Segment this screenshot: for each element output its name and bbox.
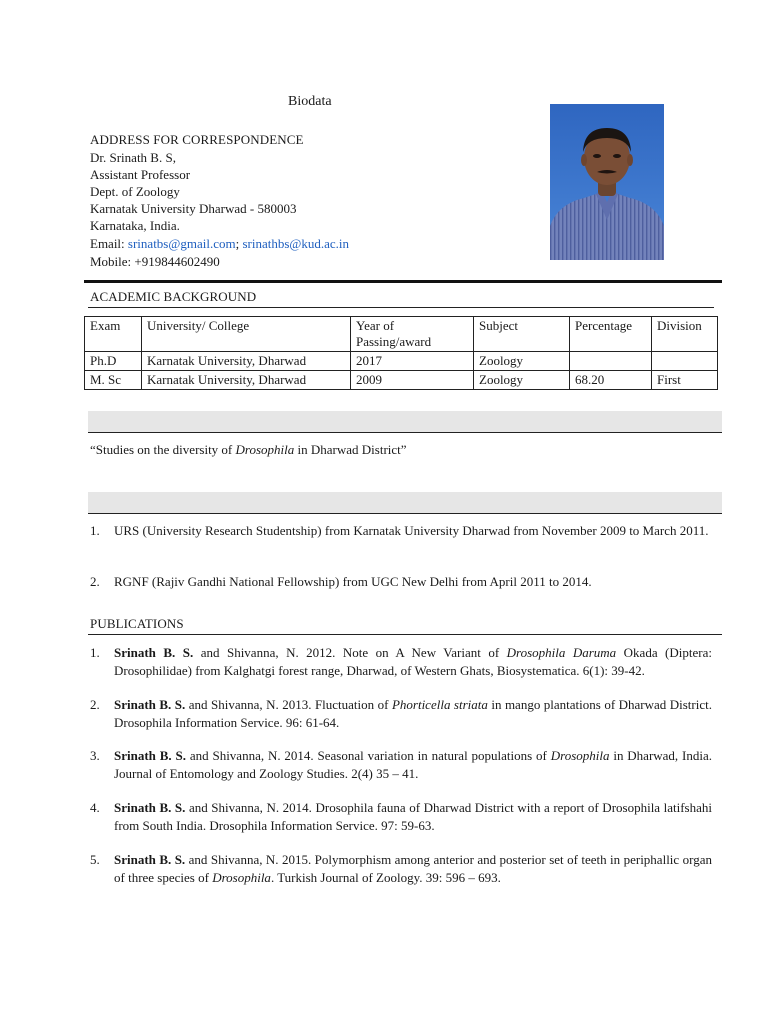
email-link-gmail[interactable]: srinatbs@gmail.com (127, 236, 236, 251)
publication-text (114, 644, 712, 680)
table-cell: 68.20 (570, 371, 652, 390)
column-header: University/ College (142, 317, 351, 352)
academic-table (84, 316, 718, 390)
academic-heading-rule (88, 307, 714, 308)
table-cell: Ph.D (85, 352, 142, 371)
publication-text (114, 799, 712, 835)
thesis-genus: Drosophila (235, 442, 295, 457)
table-cell: Karnatak University, Dharwad (142, 352, 351, 371)
publication-italic: Drosophila (550, 748, 610, 763)
list-item (90, 573, 712, 591)
publication-post: . Turkish Journal of Zoology. 39: 596 – 693. (270, 870, 501, 885)
address-dept: Dept. of Zoology (90, 184, 180, 199)
column-header: Subject (474, 317, 570, 352)
publication-author: Srinath B. S. (114, 697, 186, 712)
table-cell: 2017 (351, 352, 474, 371)
publication-pre: and Shivanna, N. 2013. Fluctuation of (185, 697, 392, 712)
table-cell: First (652, 371, 718, 390)
section-bar-thesis (88, 411, 722, 432)
portrait-image (550, 104, 664, 260)
column-header: Division (652, 317, 718, 352)
thesis-close: in Dharwad District” (294, 442, 407, 457)
list-number: 3. (90, 748, 100, 763)
address-position: Assistant Professor (90, 167, 191, 182)
publication-author: Srinath B. S. (114, 800, 186, 815)
publication-author: Srinath B. S. (114, 748, 186, 763)
address-mobile: Mobile: +919844602490 (90, 254, 220, 269)
fellowship-rule (88, 513, 722, 514)
list-item (90, 522, 712, 540)
fellowship-text: RGNF (Rajiv Gandhi National Fellowship) from UGC New Delhi from April 2011 to 2014. (114, 574, 592, 589)
publication-pre: and Shivanna, N. 2014. Seasonal variation in natural populations of (186, 748, 551, 763)
publication-pre: and Shivanna, N. 2012. Note on A New Variant of (193, 645, 507, 660)
thesis-title (90, 442, 407, 458)
publication-item (90, 799, 712, 835)
table-cell (570, 352, 652, 371)
publication-italic: Drosophila (212, 870, 271, 885)
publication-post: in Dharwad, India. Journal of Entomology and Zoology Studies. 2(4) 35 – 41. (114, 748, 712, 781)
publication-text (114, 696, 712, 732)
profile-photo (550, 104, 664, 260)
header-divider (84, 280, 722, 283)
address-university: Karnatak University Dharwad - 580003 (90, 201, 297, 216)
table-cell: Karnatak University, Dharwad (142, 371, 351, 390)
table-cell: Zoology (474, 352, 570, 371)
table-cell: 2009 (351, 371, 474, 390)
table-row (85, 371, 718, 390)
table-cell: Zoology (474, 371, 570, 390)
publication-pre: and Shivanna, N. 2015. Polymorphism among anterior and posterior set of teeth in periphallic organ of three species of (114, 852, 712, 885)
publication-italic: Phorticella striata (391, 697, 488, 712)
column-header: Percentage (570, 317, 652, 352)
publication-post: Okada (Diptera: Drosophilidae) from Kalghatgi forest range, Dharwad, of Western Ghats, Biosystematica. 6(1): 39-42. (114, 645, 712, 678)
publication-item (90, 747, 712, 783)
publication-text (114, 747, 712, 783)
publication-post: in mango plantations of Dharwad District. Drosophila Information Service. 96: 61-64. (114, 697, 712, 730)
publication-item (90, 644, 712, 680)
address-heading: ADDRESS FOR CORRESPONDENCE (90, 132, 304, 147)
email-line (90, 235, 349, 252)
list-number: 2. (90, 574, 100, 589)
publication-author: Srinath B. S. (114, 645, 194, 660)
column-header: Year of Passing/award (351, 317, 474, 352)
email-separator: ; (235, 236, 243, 251)
email-link-kud[interactable]: srinathbs@kud.ac.in (242, 236, 350, 251)
publication-author: Srinath B. S. (114, 852, 186, 867)
list-number: 5. (90, 852, 100, 867)
email-label: Email: (90, 236, 128, 251)
list-number: 1. (90, 523, 100, 538)
publication-pre: and Shivanna, N. 2014. Drosophila fauna of Dharwad District with a report of Drosophila latifshahi from South India. Drosophila Information Service. 97: 59-63. (114, 800, 713, 833)
publications-rule (88, 634, 722, 635)
publication-italic: Drosophila Daruma (506, 645, 617, 660)
column-header: Exam (85, 317, 142, 352)
section-bar-fellowships (88, 492, 722, 513)
academic-heading: ACADEMIC BACKGROUND (90, 289, 257, 304)
table-cell: M. Sc (85, 371, 142, 390)
publications-heading: PUBLICATIONS (90, 616, 184, 631)
list-number: 2. (90, 697, 100, 712)
table-header-row (85, 317, 718, 352)
address-location: Karnataka, India. (90, 218, 180, 233)
table-cell (652, 352, 718, 371)
thesis-open: “Studies on the diversity of (90, 442, 236, 457)
page-title: Biodata (288, 94, 332, 109)
list-number: 4. (90, 800, 100, 815)
publication-item (90, 851, 712, 887)
publication-item (90, 696, 712, 732)
thesis-rule (88, 432, 722, 433)
list-number: 1. (90, 645, 100, 660)
address-name: Dr. Srinath B. S, (90, 150, 176, 165)
publication-text (114, 851, 712, 887)
fellowship-text: URS (University Research Studentship) from Karnatak University Dharwad from November 2009 to March 2011. (114, 523, 709, 538)
table-row (85, 352, 718, 371)
